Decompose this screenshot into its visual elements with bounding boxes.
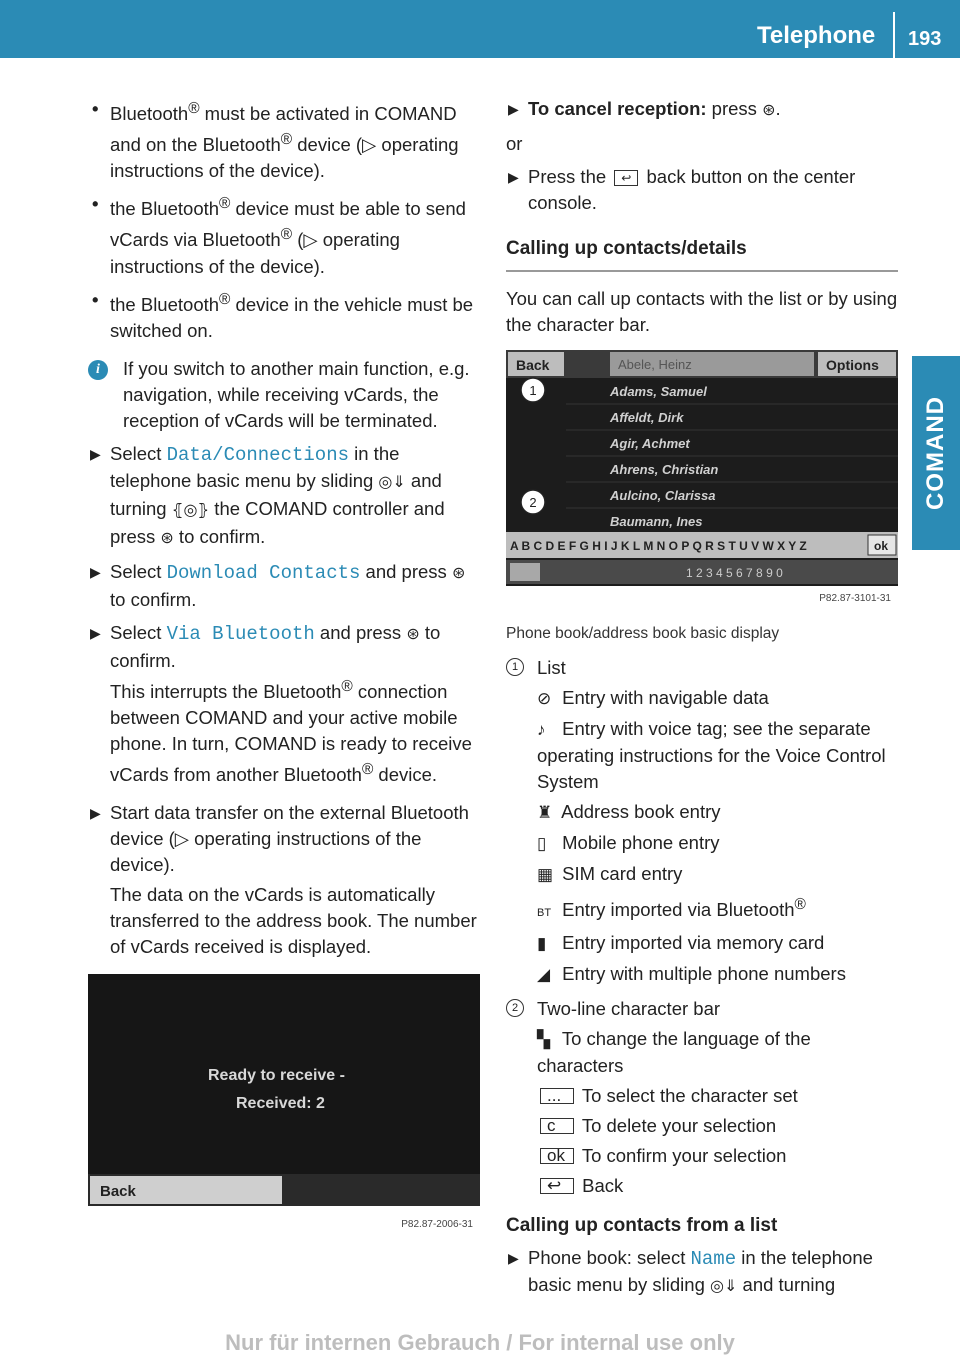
ready-text: Ready to receive -	[208, 1067, 345, 1085]
language-icon: ▚	[537, 1030, 551, 1050]
address-book-icon: ♜	[537, 803, 553, 822]
bullet-item: • the Bluetooth® device must be able to send vCards via Bluetooth® (▷ operating instructions of the device).	[92, 193, 466, 277]
bullet-item: • Bluetooth® must be activated in COMAND and on the Bluetooth® device (▷ operating instructions of the device).	[92, 98, 459, 182]
arrow-icon: ▶	[90, 624, 101, 641]
figure-code: P82.87-3101-31	[819, 593, 891, 604]
info-icon: i	[88, 360, 108, 380]
contact-entry: Adams, Samuel	[610, 384, 707, 399]
back-icon: ↩	[540, 1178, 574, 1194]
footer-watermark: Nur für internen Gebrauch / For internal use only	[225, 1330, 735, 1355]
screenshot-receive	[88, 974, 480, 1246]
mobile-phone-icon: ▯	[537, 834, 547, 853]
arrow-icon: ▶	[90, 563, 101, 580]
contact-entry: Ahrens, Christian	[610, 462, 719, 477]
side-tab	[912, 356, 960, 550]
action-step: ▶ Press the ↩ back button on the center console.	[508, 166, 856, 213]
screenshot-phonebook	[506, 350, 898, 615]
screen-back-label: Back	[100, 1183, 136, 1201]
screen-back-label: Back	[516, 357, 550, 373]
chapter-title: Telephone	[757, 22, 876, 49]
side-tab-label: COMAND	[922, 396, 949, 510]
action-step: ▶ Phone book: select Name in the telephone basic menu by sliding ◎⇓ and turning	[508, 1247, 873, 1296]
arrow-icon: ▶	[90, 445, 101, 462]
action-step: ▶ Select Data/Connections in the telephone basic menu by sliding ◎⇓ and turning ⦃◎⦄ the COMAND controller and press ⊛ to confirm.	[90, 442, 445, 547]
contact-entry: Agir, Achmet	[610, 436, 690, 451]
subsection-title: Calling up contacts from a list	[506, 1215, 778, 1237]
legend-character-bar: 2 Two-line character bar ▚ To change the language of the characters ... To select the character set c To delete your selection ok To confirm your selection ↩ Back	[506, 996, 898, 1199]
received-count: Received: 2	[236, 1095, 325, 1113]
page-number: 193	[908, 28, 942, 50]
multiple-numbers-icon: ◢	[537, 965, 551, 985]
contact-entry: Baumann, Ines	[610, 514, 703, 529]
voice-tag-icon: ♪	[537, 720, 546, 739]
intro-text: You can call up contacts with the list or by using the character bar.	[506, 288, 898, 335]
memory-card-icon: ▮	[537, 934, 547, 954]
arrow-icon: ▶	[90, 805, 101, 822]
action-step: ▶ Start data transfer on the external Bluetooth device (▷ operating instructions of the device). The data on the vCards is automatically transferred to the address book. The number of vCards received is displayed.	[90, 802, 477, 958]
section-title: Calling up contacts/details	[506, 236, 898, 272]
figure-caption: Phone book/address book basic display	[506, 625, 780, 642]
or-text: or	[506, 133, 523, 154]
callout-label: 1	[529, 383, 537, 398]
delete-icon: c	[540, 1118, 574, 1134]
header-bar	[0, 0, 960, 58]
ok-key: ok	[874, 539, 889, 553]
legend-list: 1 List ⊘ Entry with navigable data ♪ Entry with voice tag; see the separate operating instructions for the Voice Control System ♜ Address book entry ▯ Mobile phone entry ▦ SIM card entry BT Entry imported via Bluetooth® ▮ Entry imported via memory card ◢ Entry with multiple phone numbers	[506, 655, 898, 988]
action-step: ▶ To cancel reception: press ⊛.	[506, 96, 898, 124]
bluetooth-icon: BT	[537, 907, 552, 920]
contact-entry: Aulcino, Clarissa	[610, 488, 716, 503]
action-step: ▶ Select Download Contacts and press ⊛ to confirm.	[90, 560, 466, 610]
search-field: Abele, Heinz	[618, 357, 692, 372]
arrow-icon: ▶	[508, 169, 519, 185]
contact-entry: Affeldt, Dirk	[610, 410, 684, 425]
back-key-icon: ↩	[614, 170, 638, 186]
sim-card-icon: ▦	[537, 865, 554, 884]
navigable-data-icon: ⊘	[537, 689, 552, 708]
figure-code: P82.87-2006-31	[401, 1219, 473, 1231]
left-column	[88, 96, 484, 1246]
right-column	[506, 96, 898, 1307]
character-set-icon: ...	[540, 1088, 574, 1104]
header-divider	[893, 12, 895, 58]
digit-bar: 1 2 3 4 5 6 7 8 9 0	[686, 566, 783, 580]
arrow-icon: ▶	[508, 101, 519, 117]
callout-label: 2	[529, 495, 537, 510]
arrow-icon: ▶	[508, 1250, 519, 1267]
options-button: Options	[826, 357, 879, 373]
action-step: ▶ Select Via Bluetooth and press ⊛ to confirm. This interrupts the Bluetooth® connection between COMAND and your active mobile phone. In turn, COMAND is ready to receive vCards from another Bluetooth® device.	[90, 621, 472, 786]
info-note: i If you switch to another main function, e.g. navigation, while receiving vCards, the reception of vCards will be terminated.	[88, 356, 484, 434]
character-bar: A B C D E F G H I J K L M N O P Q R S T U V W X Y Z	[510, 539, 807, 553]
bullet-item: • the Bluetooth® device in the vehicle must be switched on.	[92, 288, 474, 341]
ok-icon: ok	[540, 1148, 574, 1164]
